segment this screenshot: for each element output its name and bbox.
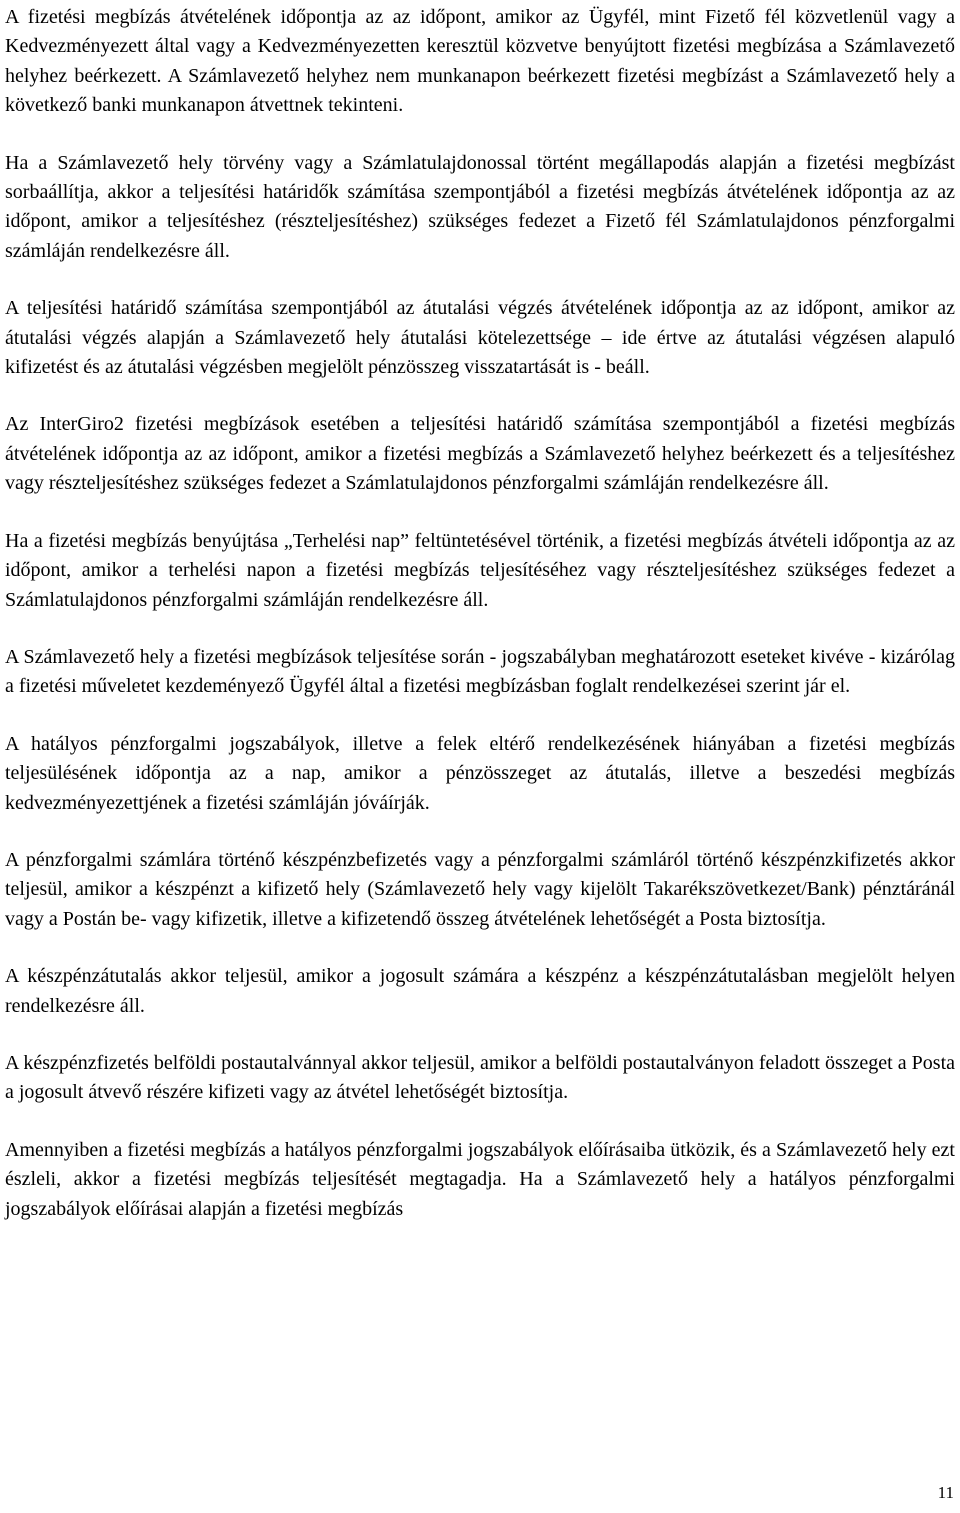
paragraph-queued-order: Ha a Számlavezető hely törvény vagy a Számlatulajdonossal történt megállapodás alapján a fizetési megbízást sorbaállítja, akkor a teljesítési határidők számítása szempontjából a fizetési megbízás átvételének időpontja az az időpont, amikor a teljesítéshez (részteljesítéshez) szükséges fedezet a Fizető fél Számlatulajdonos pénzforgalmi számláján rendelkezésre áll.	[5, 151, 955, 262]
paragraph-intergiro2: Az InterGiro2 fizetési megbízások esetében a teljesítési határidő számítása szempontjából a fizetési megbízás átvételének időpontja az az időpont, amikor a fizetési megbízás a Számlavezető helyhez beérkezett és a teljesítéshez vagy részteljesítéshez szükséges fedezet a Számlatulajdonos pénzforgalmi számláján rendelkezésre áll.	[5, 413, 955, 495]
paragraph-order-receipt-time: A fizetési megbízás átvételének időpontja az az időpont, amikor az Ügyfél, mint Fizető fél közvetlenül vagy a Kedvezményezett által vagy a Kedvezményezetten keresztül közvetve benyújtott fizetési megbízása a Számlavezető helyhez beérkezett. A Számlavezető helyhez nem munkanapon beérkezett fizetési megbízást a Számlavezető hely a következő banki munkanapon átvettnek tekinteni.	[5, 6, 955, 117]
paragraph-completion-time: A hatályos pénzforgalmi jogszabályok, illetve a felek eltérő rendelkezésének hiányában a fizetési megbízás teljesülésének időpontja az a nap, amikor a pénzösszeget az átutalás, illetve a beszedési megbízás kedvezményezettjének a fizetési számláján jóváírják.	[5, 732, 955, 814]
paragraph-transfer-order: A teljesítési határidő számítása szempontjából az átutalási végzés átvételének időpontja az az időpont, amikor az átutalási végzés alapján a Számlavezető hely átutalási kötelezettsége – ide értve az átutalási végzésen alapuló kifizetést és az átutalási végzésben megjelölt pénzösszeg visszatartását is - beáll.	[5, 297, 955, 379]
paragraph-cash-payment: A pénzforgalmi számlára történő készpénzbefizetés vagy a pénzforgalmi számláról történő készpénzkifizetés akkor teljesül, amikor a készpénzt a kifizető hely (Számlavezető hely vagy kijelölt Takarékszövetkezet/Bank) pénztáránál vagy a Postán be- vagy kifizetik, illetve a kifizetendő összeg átvételének lehetőségét a Posta biztosítja.	[5, 848, 955, 930]
paragraph-refusal: Amennyiben a fizetési megbízás a hatályos pénzforgalmi jogszabályok előírásaiba ütközik, és a Számlavezető hely ezt észleli, akkor a fizetési megbízás teljesítését megtagadja. Ha a Számlavezető hely a hatályos pénzforgalmi jogszabályok előírásai alapján a fizetési megbízás	[5, 1138, 955, 1220]
paragraph-cash-transfer: A készpénzátutalás akkor teljesül, amikor a jogosult számára a készpénz a készpénzátutalásban megjelölt helyen rendelkezésre áll.	[5, 965, 955, 1017]
paragraph-debit-day: Ha a fizetési megbízás benyújtása „Terhelési nap” feltüntetésével történik, a fizetési megbízás átvételi időpontja az az időpont, amikor a terhelési napon a fizetési megbízás teljesítéséhez vagy részteljesítéshez szükséges fedezet a Számlatulajdonos pénzforgalmi számláján rendelkezésre áll.	[5, 529, 955, 611]
paragraph-postal-order: A készpénzfizetés belföldi postautalvánnyal akkor teljesül, amikor a belföldi postautalványon feladott összeget a Posta a jogosult átvevő részére kifizeti vagy az átvétel lehetőségét biztosítja.	[5, 1051, 955, 1104]
page-number: 11	[937, 1483, 954, 1502]
document-page	[5, 3, 955, 1252]
paragraph-execution-rules: A Számlavezető hely a fizetési megbízások teljesítése során - jogszabályban meghatározott eseteket kivéve - kizárólag a fizetési műveletet kezdeményező Ügyfél által a fizetési megbízásban foglalt rendelkezései szerint jár el.	[5, 645, 955, 698]
